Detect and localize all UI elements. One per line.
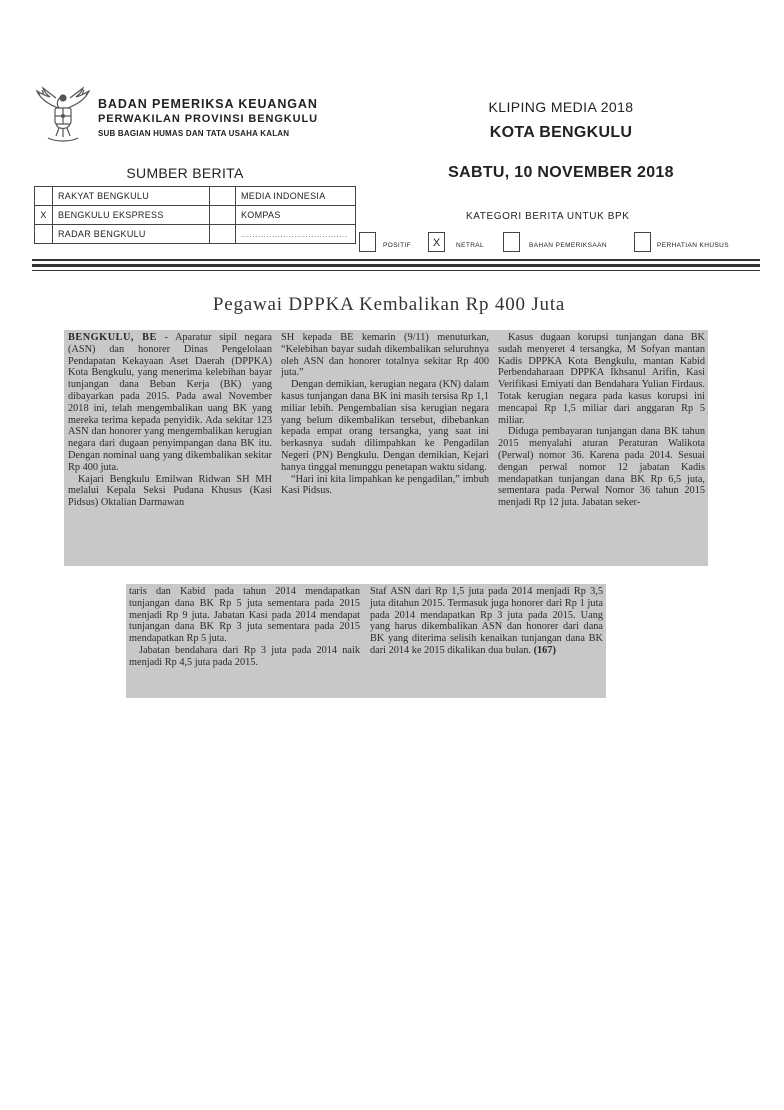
header-divider <box>32 264 760 267</box>
source-row <box>35 206 356 225</box>
kliping-title: KLIPING MEDIA 2018 <box>488 99 634 115</box>
source-name: MEDIA INDONESIA <box>236 187 356 206</box>
article-paragraph: Kajari Bengkulu Emilwan Ridwan SH MH melalui Kepala Seksi Pudana Khusus (Kasi Pidsus) Oktalian Darmawan <box>68 473 272 509</box>
category-label-netral: NETRAL <box>456 242 485 249</box>
header-divider <box>32 259 760 261</box>
source-row <box>35 187 356 206</box>
article-column-1 <box>68 332 272 509</box>
city-title: KOTA BENGKULU <box>489 124 633 141</box>
category-checkbox-perhatian-khusus <box>634 232 651 252</box>
header-divider <box>32 270 760 271</box>
article-headline: Pegawai DPPKA Kembalikan Rp 400 Juta <box>212 294 566 315</box>
category-label-positif: POSITIF <box>383 242 412 249</box>
category-checkbox-positif <box>359 232 376 252</box>
source-name-blank: ...................................... <box>236 225 356 244</box>
category-label-bahan-pemeriksaan: BAHAN PEMERIKSAAN <box>529 242 607 249</box>
org-unit: SUB BAGIAN HUMAS DAN TATA USAHA KALAN <box>98 129 290 138</box>
source-row <box>35 225 356 244</box>
article-column-2 <box>281 332 489 497</box>
article-paragraph: - Aparatur sipil negara (ASN) dan honorer Dinas Pengelolaan Pendapatan Kekayaan Aset Daerah (DPPKA) Kota Bengkulu, yang menerima kelebihan bayar tunjangan dana Beban Kerja (BK) yang dibayarkan pada 2015. Pada awal November 2018 ini, telah mengembalikan uang BK yang mereka terima kepada penyidik. Ada sekitar 123 ASN dan honorer yang mengembalikan kerugian negara dari dugaan penyimpangan dana BK itu. Dengan nominal uang yang dikembalikan sekitar Rp 400 juta. <box>68 332 272 473</box>
category-checkbox-bahan-pemeriksaan <box>503 232 520 252</box>
article-paragraph: Diduga pembayaran tunjangan dana BK tahun 2015 menyalahi aturan Peraturan Walikota (Perwal) nomor 36. Karena pada 2014. Sesuai dengan perwal nomor 12 jabatan Kadis mendapatkan tunjangan dana BK Rp 6,5 juta, sementara pada Perwal Nomor 36 tahun 2015 menjadi Rp 12 juta. Jabatan seker- <box>498 426 705 509</box>
source-mark <box>35 225 53 244</box>
source-spacer <box>210 206 236 225</box>
source-mark <box>35 187 53 206</box>
source-mark: X <box>35 206 53 225</box>
article-paragraph: SH kepada BE kemarin (9/11) menuturkan, “Kelebihan bayar sudah dikembalikan seluruhnya oleh ASN dan honorer totalnya sekitar Rp 400 juta.” <box>281 332 489 379</box>
org-branch: PERWAKILAN PROVINSI BENGKULU <box>98 113 318 125</box>
org-name: BADAN PEMERIKSA KEUANGAN <box>98 97 318 111</box>
article-paragraph: Kasus dugaan korupsi tunjangan dana BK sudah menyeret 4 tersangka, M Sofyan mantan Kadis DPPKA Kota Bengkulu, mantan Kabid Perbendaharaan DPPKA Ikhsanul Arifin, Kasi Verifikasi Emiyati dan Bendahara Yulian Firdaus. Totak kerugian negara pada kasus korupsi ini mencapai Rp 1,5 miliar dari anggaran Rp 5 miliar. <box>498 332 705 426</box>
source-name: KOMPAS <box>236 206 356 225</box>
category-label-perhatian-khusus: PERHATIAN KHUSUS <box>657 242 730 249</box>
source-table <box>34 186 356 244</box>
organization-block <box>98 96 318 140</box>
source-name: RAKYAT BENGKULU <box>53 187 210 206</box>
article-dateline: BENGKULU, BE <box>68 332 157 343</box>
article-paragraph: “Hari ini kita limpahkan ke pengadilan,” imbuh Kasi Pidsus. <box>281 473 489 497</box>
article-column-3 <box>498 332 705 509</box>
source-spacer <box>210 225 236 244</box>
garuda-emblem-icon <box>34 86 92 146</box>
source-name: RADAR BENGKULU <box>53 225 210 244</box>
source-spacer <box>210 187 236 206</box>
source-heading: SUMBER BERITA <box>126 165 244 181</box>
source-name: BENGKULU EKSPRESS <box>53 206 210 225</box>
publication-date: SABTU, 10 NOVEMBER 2018 <box>448 164 674 181</box>
author-code: (167) <box>531 644 556 656</box>
article-column-4 <box>129 586 360 669</box>
article-paragraph: Staf ASN dari Rp 1,5 juta pada 2014 menjadi Rp 3,5 juta ditahun 2015. Termasuk juga honorer dari Rp 1 juta pada 2014 mendapatkan Rp 3 juta pada 2015. Uang yang harus dikembalikan ASN dan honorer dari dana BK yang diterima selisih kenaikan tunjangan dana BK dari 2014 ke 2015 dikalikan dua bulan. <box>370 586 603 656</box>
article-paragraph: taris dan Kabid pada tahun 2014 mendapatkan tunjangan dana BK Rp 5 juta sementara pada 2015 menjadi Rp 9 juta. Jabatan Kasi pada 2014 mendapat tunjangan dana BK Rp 3 juta sementara pada 2015 mendapatkan Rp 5 juta. <box>129 586 360 645</box>
article-paragraph: Jabatan bendahara dari Rp 3 juta pada 2014 naik menjadi Rp 4,5 juta pada 2015. <box>129 644 360 668</box>
article-paragraph: Dengan demikian, kerugian negara (KN) dalam kasus tunjangan dana BK ini masih tersisa Rp 1,1 miliar lebih. Pengembalian sisa kerugian negara yang belum dikembalikan tersebut, dibebankan kepada empat orang tersangka, yang saat ini berkasnya sudah dilimpahkan ke Pengadilan Negeri (PN) Bengkulu. Dengan demikian, Kejari hanya tinggal menunggu penetapan waktu sidang. <box>281 379 489 473</box>
category-heading: KATEGORI BERITA UNTUK BPK <box>466 211 630 222</box>
category-checkbox-netral: X <box>428 232 445 252</box>
article-column-5 <box>370 586 603 657</box>
